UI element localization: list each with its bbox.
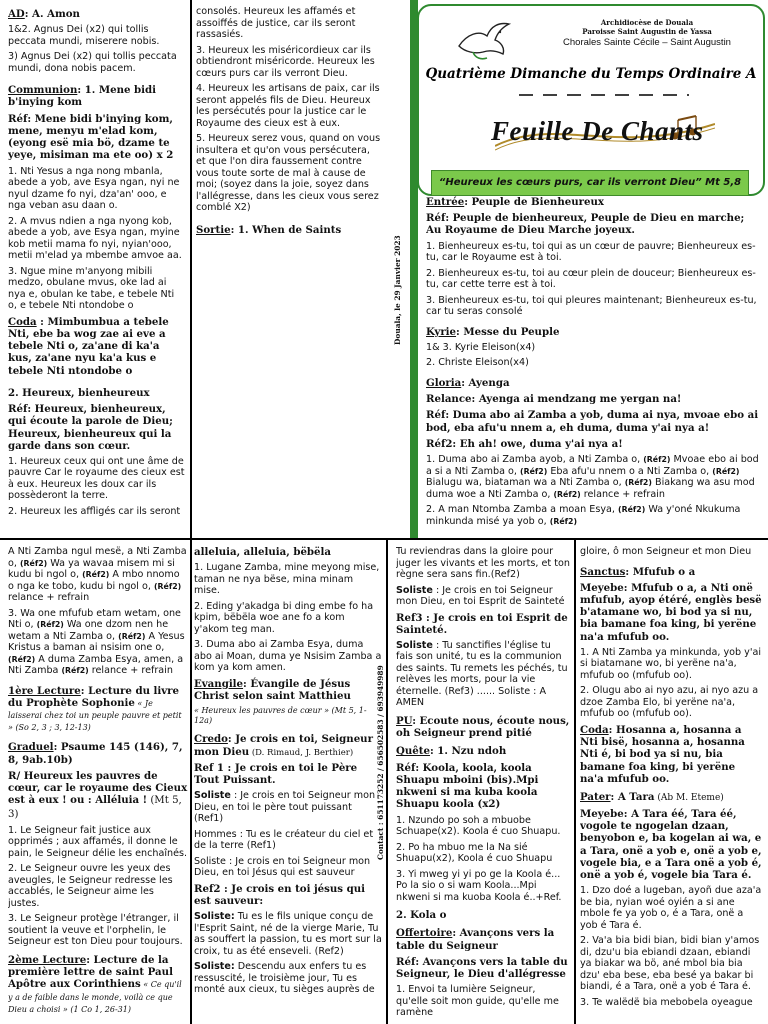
theme-banner [431,170,749,196]
credo-soloist-2: Soliste : Je crois en toi Seigneur mon Dieu, en toi Jésus qui est sauveur [194,855,371,879]
section-heading-pater: Pater [580,791,611,804]
lecture-1-title: : Lecture du livre du Prophète Sophonie [8,684,180,709]
communion-verse-3: 3. Ngue mine m'anyong mibili medzo, obulane mvus, oke lad ai nya e, obulan ke tabe, e tebele Nti o, e tebele Nti ntondobe o [8,265,175,312]
ad-verse-1: 1&2. Agnus Dei (x2) qui tollis peccata mundi, miserere nobis. [8,24,160,47]
ad-verse-3: 3) Agnus Dei (x2) qui tollis peccata mundi, dona nobis pacem. [8,51,177,74]
heureux-title: 2. Heureux, bienheureux [8,386,150,399]
offertoire-refrain: Réf: Avançons vers la table du Seigneur, le Dieu d'allégresse [396,955,568,981]
section-heading-quete: Quête [396,745,430,758]
entree-verse-2: 2. Bienheureux es-tu, toi au cœur plein de douceur; Bienheureux es-tu, car cette terre est à toi. [426,267,756,291]
kyrie-title: : Messe du Peuple [456,325,560,338]
heureux-verse-5: 5. Heureux serez vous, quand on vous insultera et qu'on vous persécutera, et que l'on dira faussement contre vous toute sorte de mal à cause de moi; (soyez dans la joie, soyez dans l'allégresse, dans les cieux vous serez comblé X2) [196,133,381,213]
credo-hommes: Hommes : Tu es le créateur du ciel et de la terre (Ref1) [194,828,374,852]
gloria-verse-3: 3. Wa one mfufub etam wetam, one Nti o, (Réf2) Wa one dzom nen he wetam a Nti Zamba o, (Réf2) A Yesus Kristus a baman ai nsisim one o, (Réf2) A duma Zamba Esya, amen, a Nti Zamba (Réf2) relance + refrain [8,607,185,676]
pu-title: : Ecoute nous, écoute nous, oh Seigneur prend pitié [396,714,570,740]
credo-soloist-label: Soliste [396,584,433,596]
entree-verse-3: 3. Bienheureux es-tu, toi qui pleures maintenant; Bienheureux es-tu, car tu seras consolé [426,294,757,318]
gloria-refrain-2: Réf2: Eh ah! owe, duma y'ai nya a! [426,437,623,450]
communion-refrain: Réf: Mene bidi b'inying kom, mene, menyu m'elad kom, (eyong esë mia bö, dzame te yeye, misiman ma ete oo) x 2 [8,112,174,162]
evangile-citation: « Heureux les pauvres de cœur » (Mt 5, 1-12a) [194,706,367,725]
header-card [417,4,765,196]
column-divider [190,0,192,538]
pater-author: (Ab M. Eteme) [654,793,724,804]
ad-title: : A. Amon [24,8,80,20]
credo-author: (D. Rimaud, J. Berthier) [249,747,354,758]
heureux-verse-4: 4. Heureux les artisans de paix, car ils seront appelés fils de Dieu. Heureux les persécutés pour la justice car le Royaume des cieux est à eux. [196,83,380,129]
coda-heading: Coda [8,315,37,328]
column-bottom-2 [194,546,382,1022]
credo-soloist-label: Soliste [396,639,433,651]
column-bottom-4 [580,546,762,1022]
quete-verse-2: 2. Po ha mbuo me la Na sié Shuapu(x2), Koola é cuo Shuapu [396,841,553,865]
entree-refrain: Réf: Peuple de bienheureux, Peuple de Dieu en marche; Au Royaume de Dieu Marche joyeux. [426,212,745,237]
sanctus-title: : Mfufub o a [625,565,696,578]
graduel-verse-2: 2. Le Seigneur ouvre les yeux des aveugles, le Seigneur redresse les accablés, le Seigneur aime les justes. [8,863,173,909]
pater-title: : A Tara [610,791,655,804]
credo-cont: Tu reviendras dans la gloire pour juger les vivants et les morts, et ton règne sera sans fin.(Ref2) [396,546,570,580]
communion-verse-1: 1. Nti Yesus a nga nong mbanla, abede a yob, ave Esya ngan, nyi ne nyul dzame fo nyi, dza'an' ooo, e nga veban asu daan o. [8,165,180,212]
side-contact: Contact : 651173252 / 656502583 / 693949989 [376,665,385,860]
alleluia-refrain: alleluia, alleluia, bëbëla [194,546,332,558]
graduel-verse-3: 3. Le Seigneur protège l'étranger, il soutient la veuve et l'orphelin, le Seigneur est ton Dieu pour toujours. [8,913,183,948]
banner-quote: “Heureux les cœurs purs, car ils verront Dieu” [438,177,702,188]
section-heading-communion: Communion [8,84,78,97]
offertoire-verse-1: 1. Envoi ta lumière Seigneur, qu'elle soit mon guide, qu'elle me ramène [396,984,559,1019]
gloria-verse-1: 1. Duma abo ai Zamba ayob, a Nti Zamba o, (Réf2) Mvoae ebo ai bod a si a Nti Zamba o, (Réf2) Eba afu'u nnem o a Nti Zamba o, (Réf2) Bialugu wa, biataman wa a Nti Zamba o, (Réf2) Biakang wa asu mod duma woe a Nti Zamba o, (Réf2) relance + refrain [426,454,759,500]
column-top-middle [196,6,382,536]
column-top-right [426,196,762,536]
section-heading-sortie: Sortie [196,223,231,236]
entree-title: : Peuple de Bienheureux [464,196,604,208]
section-heading-lecture-1: 1ère Lecture [8,684,81,697]
entree-verse-1: 1. Bienheureux es-tu, toi qui as un cœur de pauvre; Bienheureux es-tu, car le Royaume est à toi. [426,240,756,264]
credo-soloist-6: : Tu sanctifies l'église tu fais son unité, tu es la communion des saints. Tu remets les péchés, tu relèves les morts, pour la vie éternelle. (Ref3) ...... Soliste : A AMEN [396,639,568,709]
graduel-title: : Psaume 145 (146), 7, 8, 9ab.10b) [8,741,183,766]
column-bottom-3 [396,546,570,1022]
sanctus-coda: : Hosanna a, hosanna a Nti bisë, hosanna a, hosanna Nti é, bi bod ya si nu, bia bamane foa king, bi yerëne na'a mfufub oo. [580,723,745,785]
communion-title: : 1. Mene bidi b'inying kom [8,84,157,109]
sunday-title: Quatrième Dimanche du Temps Ordinaire A [425,66,757,82]
lecture-2-title: : Lecture de la première lettre de saint Paul Apôtre aux Corinthiens [8,953,173,991]
heureux-refrain: Réf: Heureux, bienheureux, qui écoute la parole de Dieu; Heureux, bienheureux qui la garde dans son cœur. [8,403,173,452]
offertoire-title: : Avançons vers la table du Seigneur [396,927,555,952]
decorative-dash [519,92,689,98]
pater-refrain: Meyebe: A Tara éé, Tara éé, vogole te ngogelan dzaan, benyobon e, ba kogelan ai wa, e a Tara, onë a yob e, onë a yob e, vogele bia, e a Tara onë a yob é, onë a yob é, vogele bia Tara é. [580,807,762,882]
column-bottom-1 [8,546,188,1022]
heureux-verse-2: 2. Heureux les affligés car ils seront [8,505,181,517]
credo-ref-2: Ref2 : Je crois en toi jésus qui est sauveur: [194,882,365,908]
section-heading-ad: AD [8,8,25,20]
quete-title: : 1. Nzu ndoh [429,745,507,758]
banner-reference: Mt 5,8 [701,177,742,188]
sanctus-verse-2: 2. Olugu abo ai nyo azu, ai nyo azu a dzoe Zamba Elo, bi yerëne na'a, mfufub oo (mfufub oo). [580,685,759,720]
credo-ref-1: Ref 1 : Je crois en toi le Père Tout Puissant. [194,761,358,787]
gloria-verse-2: 2. A man Ntomba Zamba a moan Esya, (Réf2) Wa y'oné Nkukuma minkunda misé ya yob o, (Réf2) [426,504,741,527]
header-parish-block [537,18,757,50]
graduel-response-ref: (Mt 5, 3) [8,795,182,820]
quete-verse-1: 1. Nzundo po soh a mbuobe Schuape(x2). Koola é cuo Shuapu. [396,814,561,838]
dove-icon [453,20,513,64]
kyrie-verse-1: 1& 3. Kyrie Eleison(x4) [426,341,536,353]
credo-title: : Je crois en toi, Seigneur mon Dieu [194,733,373,758]
gloria-verse-cont: A Nti Zamba ngul mesë, a Nti Zamba o, (Réf2) Wa ya wavaa misem mi si kudu bi ngol o, (Réf2) A mbo nnomo o nga ke tobo, kudu bi ngol o, (Réf2) relance + refrain [8,546,187,603]
communion-verse-2: 2. A mvus ndien a nga nyong kob, abede a yob, ave Esya ngan, myine kob metii mama fo nyi, nyian'ooo, metii m'elad ya mbembe amvoe aa. [8,215,182,262]
section-heading-graduel: Graduel [8,741,54,754]
section-heading-lecture-2: 2ème Lecture [8,953,87,966]
section-heading-gloria: Gloria [426,376,462,389]
offertoire-cont: gloire, ô mon Seigneur et mon Dieu [580,546,752,557]
heureux-verse-3: 3. Heureux les miséricordieux car ils obtiendront miséricorde. Heureux les cœurs purs car ils verront Dieu. [196,44,375,79]
heureux-verse-2-cont: consolés. Heureux les affamés et assoiffés de justice, car ils seront rassasiés. [196,6,356,40]
section-heading-offertoire: Offertoire [396,927,453,940]
alleluia-verse-1: 1. Lugane Zamba, mine meyong mise, taman ne nya bëse, mina minam mise. [194,562,380,597]
column-divider [574,540,576,1024]
graduel-response: R/ Heureux les pauvres de cœur, car le royaume des Cieux est à eux ! ou : Alléluia ! [8,769,188,807]
kyrie-verse-2: 2. Christe Eleison(x4) [426,357,529,369]
lecture-2-citation: « Ce qu'il y a de faible dans le monde, voilà ce que Dieu a choisi » (1 Co 1, 26-31) [8,980,182,1014]
section-heading-evangile: Evangile [194,677,244,690]
gloria-relance: Relance: Ayenga ai mendzang me yergan na! [426,393,682,406]
pater-verse-1: 1. Dzo doé a lugeban, ayoñ due aza'a be bia, nyian woé oyién a si ane mbole fe ya yob o, é a Tara, onë a yob é Tara é. [580,885,762,931]
credo-soloist-label: Soliste: [194,961,235,973]
section-heading-sanctus: Sanctus [580,565,626,578]
quete-verse-3: 3. Yi mweg yi yi po ge la Koola é... Po la sio o si wam Koola...Mpi nkweni si ma kuoba Koola é..+Ref. [396,868,562,903]
section-heading-kyrie: Kyrie [426,325,457,338]
credo-soloist-label: Soliste: [194,911,235,923]
credo-soloist-label: Soliste [194,790,231,802]
section-heading-pu: PU [396,714,413,727]
credo-ref-3: Ref3 : Je crois en toi Esprit de Sainteté. [396,611,568,636]
heureux-verse-1: 1. Heureux ceux qui ont une âme de pauvre Car le royaume des cieux est à eux. Heureux les doux car ils possèderont la terre. [8,455,185,502]
pater-verse-3: 3. Te walëdë bia mebobela oyeague [580,996,753,1008]
quete-refrain: Réf: Koola, koola, koola Shuapu mboini (bis).Mpi nkweni si ma kuba koola Shuapu koola (x2) [396,761,539,811]
evangile-title: : Évangile de Jésus Christ selon saint Matthieu [194,677,351,702]
section-heading-entree: Entrée [426,196,465,208]
section-divider [0,538,768,540]
sanctus-verse-1: 1. A Nti Zamba ya minkunda, yob y'ai si biatamane wo, bi yerëne na'a, mfufub oo (mfufub oo). [580,646,762,681]
column-top-left [8,8,186,536]
gloria-refrain: Réf: Duma abo ai Zamba a yob, duma ai nya, mvoae ebo ai bod, eba afu'u nnem a, eh duma, duma y'ai nya a! [426,409,759,434]
credo-soloist-1: : Je crois en toi Seigneur mon Dieu, en toi le père tout puissant (Ref1) [194,790,376,825]
credo-soloist-3: Tu es le fils unique conçu de l'Esprit Saint, né de la vierge Marie, Tu as souffert la passion, tu es mort sur la croix, tu as été enseveli. (Ref2) [194,911,382,957]
parish-label: Paroisse Saint Augustin de Yassa [582,27,712,37]
alleluia-verse-3: 3. Duma abo ai Zamba Esya, duma abo ai Moan, duma ye Nsisim Zamba a kom ya kom amen. [194,639,382,674]
graduel-verse-1: 1. Le Seigneur fait justice aux opprimés ; aux affamés, il donne le pain, le Seigneur délie les enchaînés. [8,824,188,859]
side-date: Douala, le 29 Janvier 2023 [393,235,402,345]
pater-verse-2: 2. Va'a bia bidi bian, bidi bian y'amos di, dzu'u bia ebiandi dzaan, ebiandi ya biakar wa bö, ané mbol bia bia dzu' eba bese, eba besé ya bakar bi biandi, é a Tara, onë a yob é Tara é. [580,935,760,993]
lecture-1-citation: « Je laisserai chez toi un peuple pauvre et petit » (So 2, 3 ; 3, 12-13) [8,698,182,733]
sortie-title: : 1. When de Saints [230,223,342,236]
alleluia-verse-2: 2. Eding y'akadga bi ding embe fo ha kpim, bëbëla woe ane fo a kom y'akom teg man. [194,600,374,635]
sanctus-coda-heading: Coda [580,723,609,736]
gloria-title: : Ayenga [461,376,510,389]
credo-soloist-5: : Je crois en toi Seigneur mon Dieu, en toi Esprit de Sainteté [396,584,565,607]
credo-soloist-4: Descendu aux enfers tu es ressuscité, le troisième jour, Tu es monté aux cieux, tu sièges auprès de [194,961,375,996]
coda-text: : Mimbumbua a tebele Nti, ebe ba wog zae ai eve a tebele Nti o, za'ane di ka'a kus, za'ane nyu ka'a kus e tebele Nti ntondobe o [8,315,169,377]
section-heading-credo: Credo [194,733,228,746]
kola-title: 2. Kola o [396,909,447,922]
feuille-title: Feuille De Chants [491,116,704,146]
choirs-label: Chorales Sainte Cécile – Saint Augustin [563,36,731,48]
sanctus-refrain: Meyebe: Mfufub o a, a Nti onë mfufub, ayop étéré, englès besë b'atamane wo, bi bod ya si nu, bia bamane foa king, bi yerëne na'a mfufub oo. [580,581,762,643]
column-divider [190,540,192,1024]
diocese-label: Archidiocèse de Douala [600,18,694,27]
